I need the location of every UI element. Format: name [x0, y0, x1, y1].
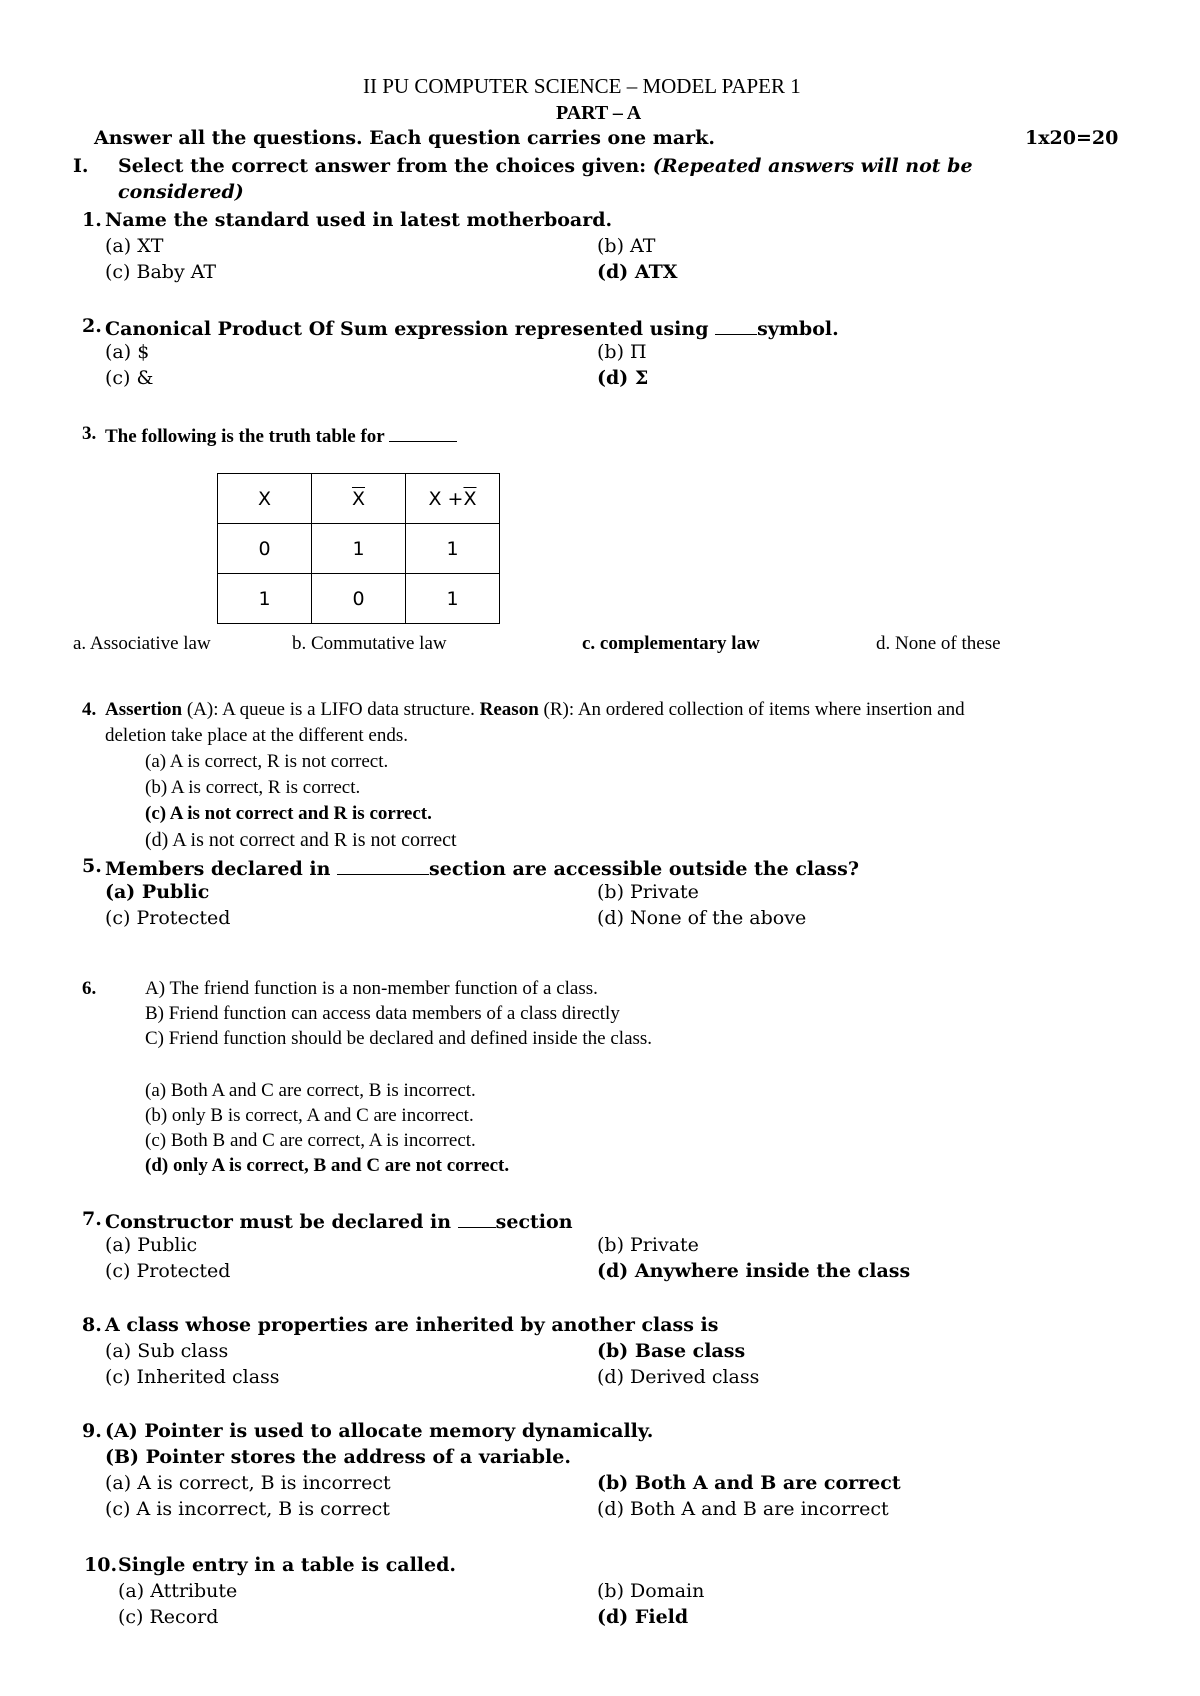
q7-blank	[458, 1210, 496, 1228]
q9-statement-a: (A) Pointer is used to allocate memory dynamically.	[105, 1420, 654, 1442]
q2-text	[105, 317, 839, 339]
table-row	[218, 524, 500, 574]
q8-option-c: (c) Inherited class	[105, 1366, 280, 1388]
q10-option-c: (c) Record	[118, 1606, 219, 1628]
q2-option-b: (b) Π	[597, 341, 647, 363]
q4-text	[105, 700, 965, 719]
q1-option-c: (c) Baby AT	[105, 261, 217, 283]
table-cell: 1	[218, 574, 312, 624]
q5-text-after: section are accessible outside the class?	[429, 858, 859, 881]
q8-option-d: (d) Derived class	[597, 1366, 760, 1388]
q5-option-b: (b) Private	[597, 881, 699, 903]
q5-number: 5.	[82, 855, 102, 877]
q6-option-a: (a) Both A and C are correct, B is incorrect.	[145, 1080, 476, 1101]
x-plus-label: X +	[428, 487, 464, 510]
q3-option-d: d. None of these	[876, 633, 1001, 654]
q7-option-c: (c) Protected	[105, 1260, 231, 1282]
section-heading	[118, 157, 973, 176]
q6-statement-c: C) Friend function should be declared and defined inside the class.	[145, 1028, 653, 1049]
q8-option-b: (b) Base class	[597, 1340, 746, 1362]
paper-title: II PU COMPUTER SCIENCE – MODEL PAPER 1	[363, 74, 801, 98]
q9-number: 9.	[82, 1420, 102, 1442]
q8-text: A class whose properties are inherited by another class is	[105, 1314, 719, 1336]
q3-option-b: b. Commutative law	[292, 633, 447, 654]
table-header-x-plus-x-bar	[406, 474, 500, 524]
q2-option-d: (d) Σ	[597, 367, 649, 389]
q10-option-a: (a) Attribute	[118, 1580, 238, 1602]
q10-text: Single entry in a table is called.	[118, 1554, 457, 1576]
table-cell: 0	[312, 574, 406, 624]
x-bar-label: $\overline{X}$	[351, 487, 366, 510]
q4-reason-text: (R): An ordered collection of items where insertion and	[538, 699, 965, 720]
q3-option-c: c. complementary law	[582, 633, 760, 654]
q1-option-b: (b) AT	[597, 235, 656, 257]
section-note-line2: considered)	[118, 181, 244, 203]
q9-statement-b: (B) Pointer stores the address of a variable.	[105, 1446, 571, 1468]
q5-text-before: Members declared in	[105, 858, 338, 881]
q7-number: 7.	[82, 1208, 102, 1230]
q4-assertion-text: (A): A queue is a LIFO data structure.	[182, 699, 480, 720]
q4-assertion-label: Assertion	[105, 699, 183, 720]
table-cell: 0	[218, 524, 312, 574]
q6-option-b: (b) only B is correct, A and C are incorrect.	[145, 1105, 474, 1126]
q9-option-b: (b) Both A and B are correct	[597, 1472, 901, 1494]
q1-number: 1.	[82, 209, 102, 231]
q6-statement-b: B) Friend function can access data members of a class directly	[145, 1003, 620, 1024]
q2-text-after: symbol.	[757, 318, 839, 341]
q10-option-d: (d) Field	[597, 1606, 689, 1628]
q10-option-b: (b) Domain	[597, 1580, 705, 1602]
table-header-x: X	[218, 474, 312, 524]
q2-blank	[715, 317, 757, 335]
x-bar-label-2: $\overline{X}$	[463, 487, 477, 510]
section-text: Select the correct answer from the choices given:	[118, 155, 653, 177]
q5-option-d: (d) None of the above	[597, 907, 807, 929]
table-header-x-bar	[312, 474, 406, 524]
q3-option-a: a. Associative law	[73, 633, 211, 654]
table-row	[218, 574, 500, 624]
q8-number: 8.	[82, 1314, 102, 1336]
section-number: I.	[73, 155, 89, 177]
q2-text-before: Canonical Product Of Sum expression represented using	[105, 318, 716, 341]
q5-blank	[337, 857, 429, 875]
q4-number: 4.	[82, 699, 97, 720]
q6-statement-a: A) The friend function is a non-member function of a class.	[145, 978, 598, 999]
table-cell: 1	[406, 524, 500, 574]
q4-text-line2: deletion take place at the different ends.	[105, 725, 408, 746]
q6-option-d: (d) only A is correct, B and C are not correct.	[145, 1155, 510, 1176]
q9-option-a: (a) A is correct, B is incorrect	[105, 1472, 391, 1494]
q2-option-c: (c) &	[105, 367, 154, 389]
q3-text-content: The following is the truth table for	[105, 426, 390, 448]
q7-text-before: Constructor must be declared in	[105, 1211, 458, 1234]
q4-option-a: (a) A is correct, R is not correct.	[145, 751, 389, 772]
q6-number: 6.	[82, 978, 97, 999]
marks-text: 1x20=20	[1025, 127, 1119, 149]
table-cell: 1	[406, 574, 500, 624]
q5-option-a: (a) Public	[105, 881, 210, 903]
q9-option-c: (c) A is incorrect, B is correct	[105, 1498, 390, 1520]
q3-number: 3.	[82, 423, 97, 444]
q2-option-a: (a) $	[105, 341, 150, 363]
q4-option-d: (d) A is not correct and R is not correct	[145, 829, 457, 851]
table-cell: 1	[312, 524, 406, 574]
q5-text	[105, 857, 859, 879]
q1-option-a: (a) XT	[105, 235, 164, 257]
q7-text	[105, 1210, 573, 1232]
q1-option-d: (d) ATX	[597, 261, 678, 283]
instruction-text: Answer all the questions. Each question carries one mark.	[94, 127, 715, 149]
q4-option-b: (b) A is correct, R is correct.	[145, 777, 361, 798]
section-note: (Repeated answers will not be	[652, 155, 973, 177]
q6-option-c: (c) Both B and C are correct, A is incorrect.	[145, 1130, 476, 1151]
q7-option-d: (d) Anywhere inside the class	[597, 1260, 911, 1282]
q3-blank	[389, 424, 457, 442]
q9-option-d: (d) Both A and B are incorrect	[597, 1498, 889, 1520]
q8-option-a: (a) Sub class	[105, 1340, 229, 1362]
q7-option-a: (a) Public	[105, 1234, 198, 1256]
q3-text	[105, 424, 457, 446]
truth-table	[217, 473, 500, 624]
q7-text-after: section	[495, 1211, 573, 1234]
q1-text: Name the standard used in latest motherboard.	[105, 209, 613, 231]
q5-option-c: (c) Protected	[105, 907, 231, 929]
q7-option-b: (b) Private	[597, 1234, 699, 1256]
q4-option-c: (c) A is not correct and R is correct.	[145, 803, 432, 824]
q4-reason-label: Reason	[479, 699, 539, 720]
q2-number: 2.	[82, 315, 102, 337]
q10-number: 10.	[84, 1554, 118, 1576]
table-row	[218, 474, 500, 524]
part-title: PART – A	[556, 102, 642, 124]
